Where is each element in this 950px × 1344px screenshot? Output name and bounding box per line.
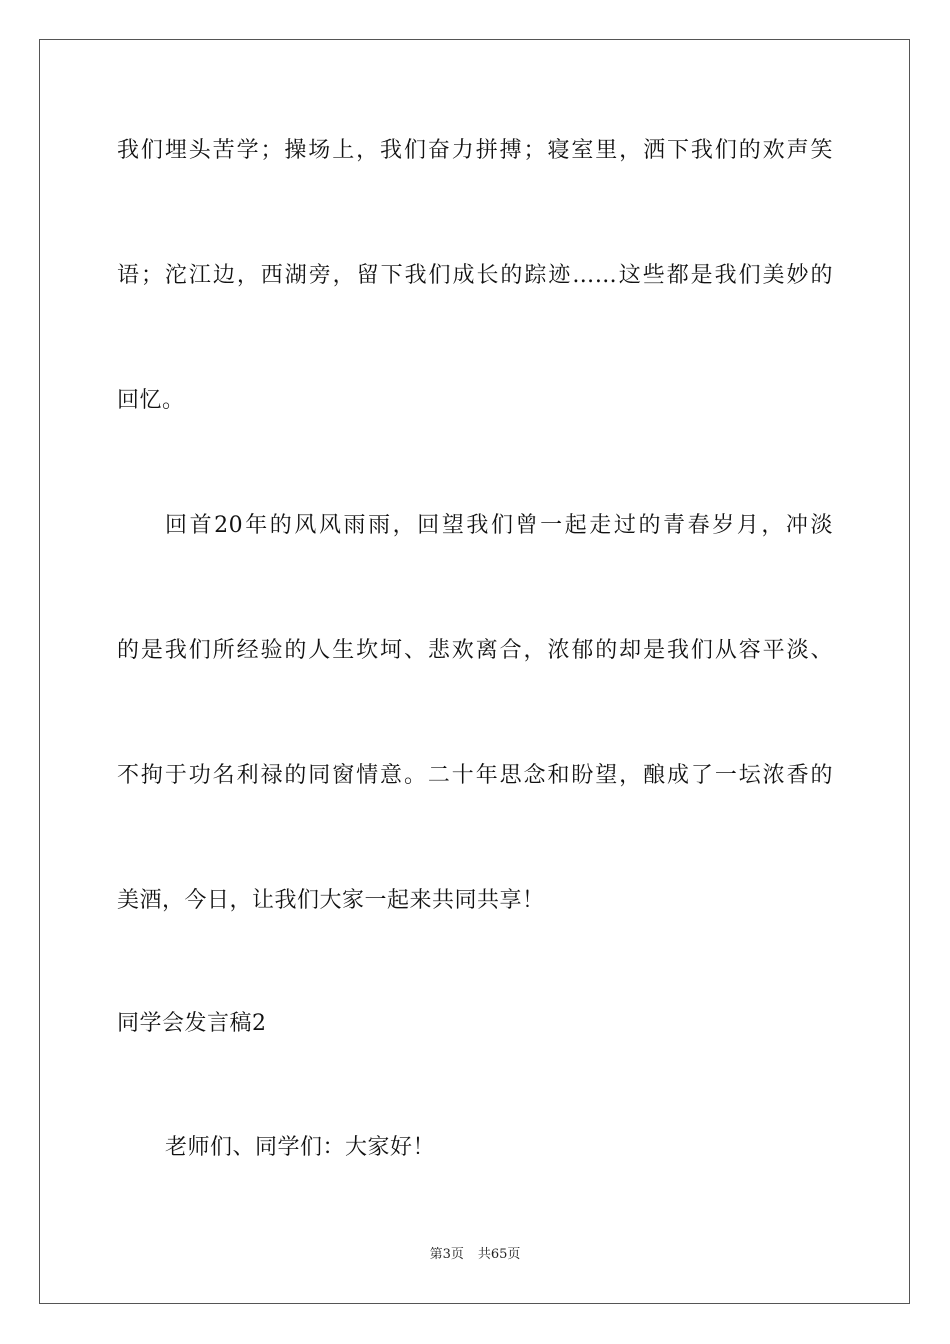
paragraph-line-5: 的是我们所经验的人生坎坷、悲欢离合，浓郁的却是我们从容平淡、: [117, 638, 833, 663]
section-heading: 同学会发言稿2: [117, 1011, 267, 1036]
paragraph-line-3: 回忆。: [117, 388, 185, 413]
paragraph-line-6: 不拘于功名利禄的同窗情意。二十年思念和盼望，酿成了一坛浓香的: [117, 763, 833, 788]
paragraph-line-4: 回首20年的风风雨雨，回望我们曾一起走过的青春岁月，冲淡: [165, 513, 833, 538]
paragraph-line-1: 我们埋头苦学；操场上，我们奋力拼搏；寝室里，洒下我们的欢声笑: [117, 138, 833, 163]
paragraph-line-2: 语；沱江边，西湖旁，留下我们成长的踪迹……这些都是我们美妙的: [117, 263, 833, 288]
paragraph-line-7: 美酒，今日，让我们大家一起来共同共享！: [117, 888, 545, 913]
page-border: [39, 39, 910, 1304]
page-footer: [0, 1246, 950, 1264]
page-number: 第3页: [429, 1247, 464, 1262]
total-pages: 共65页: [477, 1247, 521, 1262]
greeting-line: 老师们、同学们：大家好！: [165, 1135, 436, 1160]
